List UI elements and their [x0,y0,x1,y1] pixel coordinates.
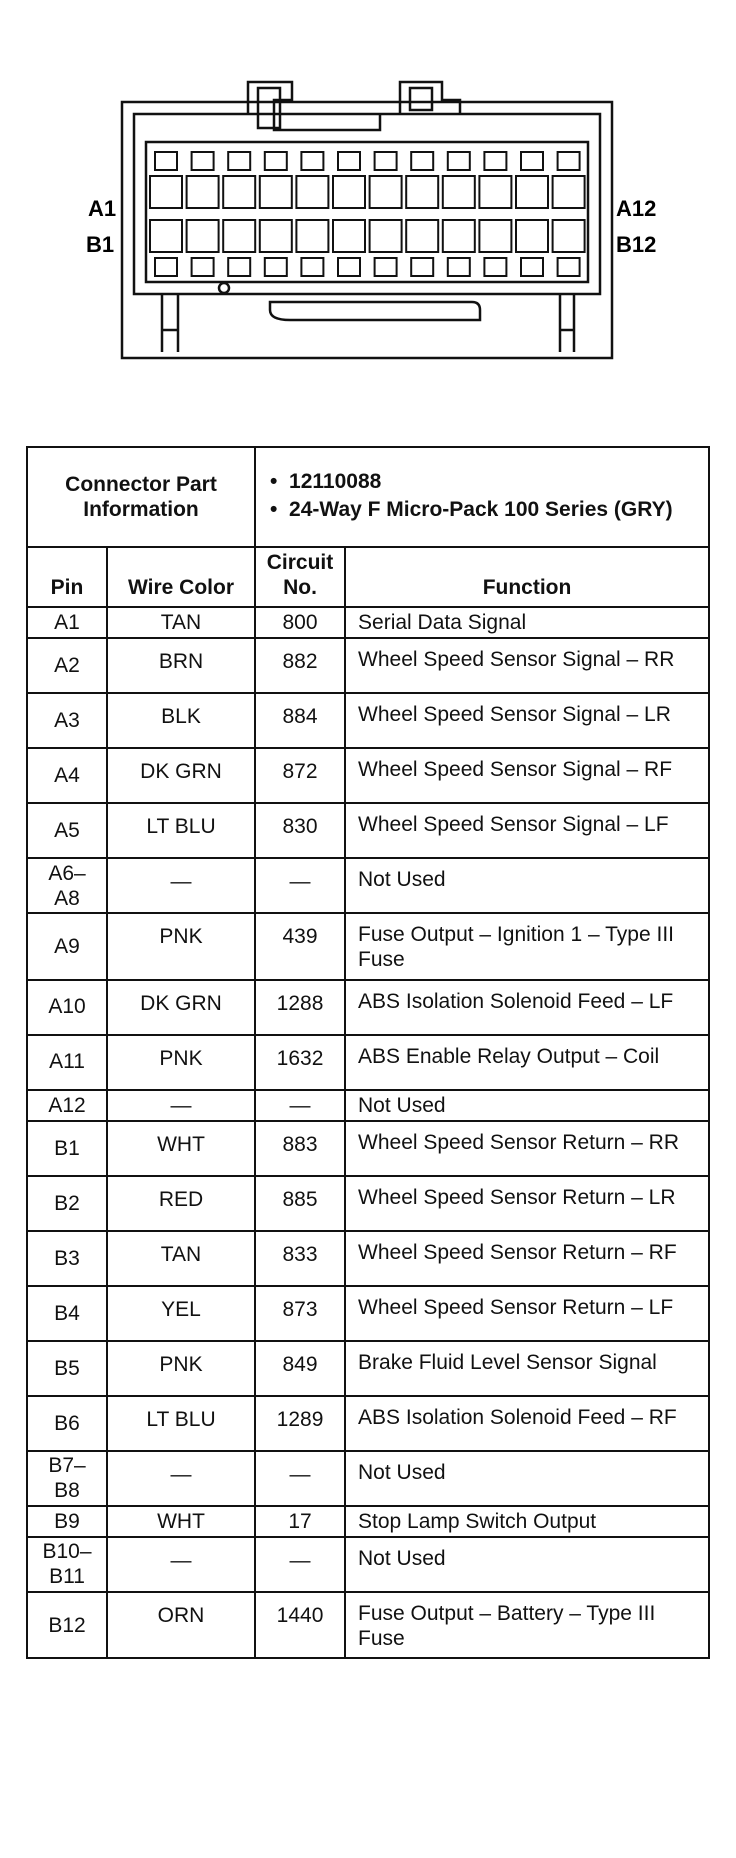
header-pin: Pin [27,547,107,607]
connector-label-a12: A12 [616,196,657,221]
part-info-list [255,447,709,547]
pin-cell: B5 [27,1341,107,1396]
terminal-bottom [192,258,214,276]
wire-color-cell: RED [107,1176,255,1231]
cavity-row-a [516,176,548,208]
wire-color-cell: PNK [107,1341,255,1396]
cavity-row-b [370,220,402,252]
wire-color-cell: — [107,858,255,913]
terminal-top [265,152,287,170]
pin-cell: B2 [27,1176,107,1231]
connector-key-slot [270,302,480,320]
function-cell: Wheel Speed Sensor Signal – LR [345,693,709,748]
cavity-row-b [406,220,438,252]
connector-label-b1: B1 [86,232,115,257]
circuit-cell: 17 [255,1506,345,1537]
circuit-cell: 1288 [255,980,345,1035]
function-cell: Stop Lamp Switch Output [345,1506,709,1537]
cavity-row-b [296,220,328,252]
table-row [27,1121,709,1176]
circuit-cell: — [255,1451,345,1506]
circuit-cell: 882 [255,638,345,693]
circuit-cell: 883 [255,1121,345,1176]
cavity-row-b [260,220,292,252]
cavity-row-a [443,176,475,208]
wire-color-cell: ORN [107,1592,255,1658]
table-row [27,693,709,748]
circuit-cell: — [255,858,345,913]
terminal-bottom [411,258,433,276]
pin-cell: B9 [27,1506,107,1537]
terminal-top [521,152,543,170]
circuit-cell: 800 [255,607,345,638]
cavity-row-a [370,176,402,208]
circuit-cell: 873 [255,1286,345,1341]
function-cell: Wheel Speed Sensor Return – LR [345,1176,709,1231]
terminal-bottom [448,258,470,276]
table-row [27,980,709,1035]
pin-cell: B6 [27,1396,107,1451]
wire-color-cell: WHT [107,1121,255,1176]
cavity-row-b [516,220,548,252]
function-cell: Not Used [345,1090,709,1121]
wire-color-cell: YEL [107,1286,255,1341]
terminal-top [558,152,580,170]
wire-color-cell: — [107,1451,255,1506]
terminal-top [228,152,250,170]
terminal-bottom [375,258,397,276]
pin-cell: A4 [27,748,107,803]
header-circuit: Circuit No. [255,547,345,607]
function-cell: Wheel Speed Sensor Return – RF [345,1231,709,1286]
table-row [27,803,709,858]
table-row [27,913,709,979]
table-row [27,1396,709,1451]
circuit-cell: 1440 [255,1592,345,1658]
circuit-cell: 872 [255,748,345,803]
function-cell: Wheel Speed Sensor Signal – LF [345,803,709,858]
function-cell: Not Used [345,858,709,913]
function-cell: ABS Isolation Solenoid Feed – RF [345,1396,709,1451]
wire-color-cell: PNK [107,913,255,979]
wire-color-cell: TAN [107,607,255,638]
cavity-row-b [443,220,475,252]
wire-color-cell: TAN [107,1231,255,1286]
cavity-row-b [187,220,219,252]
function-cell: Wheel Speed Sensor Return – LF [345,1286,709,1341]
pin-cell: B1 [27,1121,107,1176]
terminal-top [192,152,214,170]
cavity-row-b [479,220,511,252]
function-cell: Not Used [345,1451,709,1506]
wire-color-cell: — [107,1537,255,1592]
circuit-cell: 885 [255,1176,345,1231]
cavity-row-b [223,220,255,252]
terminal-bottom [484,258,506,276]
part-number: • 12110088 [270,469,382,493]
header-wire-color: Wire Color [107,547,255,607]
table-row [27,1341,709,1396]
part-info-row [27,447,709,547]
circuit-cell: 884 [255,693,345,748]
function-cell: ABS Enable Relay Output – Coil [345,1035,709,1090]
terminal-top [411,152,433,170]
pin-cell: A6– A8 [27,858,107,913]
table-row [27,638,709,693]
connector-diagram [0,0,736,380]
function-cell: Not Used [345,1537,709,1592]
function-cell: Fuse Output – Battery – Type III Fuse [345,1592,709,1658]
terminal-bottom [558,258,580,276]
table-row [27,1176,709,1231]
pin-cell: A9 [27,913,107,979]
circuit-cell: 1289 [255,1396,345,1451]
terminal-top [155,152,177,170]
terminal-top [448,152,470,170]
circuit-cell: 833 [255,1231,345,1286]
terminal-bottom [338,258,360,276]
cavity-row-a [150,176,182,208]
wire-color-cell: LT BLU [107,1396,255,1451]
table-row [27,1537,709,1592]
cavity-row-a [479,176,511,208]
wire-color-cell: PNK [107,1035,255,1090]
pin-cell: A2 [27,638,107,693]
part-info-label: Connector Part Information [27,447,255,547]
pin-cell: A10 [27,980,107,1035]
cavity-row-a [553,176,585,208]
table-row [27,1592,709,1658]
table-row [27,1035,709,1090]
circuit-cell: — [255,1090,345,1121]
terminal-top [375,152,397,170]
pin-cell: B7– B8 [27,1451,107,1506]
wire-color-cell: BLK [107,693,255,748]
pin-cell: B12 [27,1592,107,1658]
cavity-row-b [150,220,182,252]
cavity-row-a [333,176,365,208]
table-row [27,1506,709,1537]
function-cell: Fuse Output – Ignition 1 – Type III Fuse [345,913,709,979]
connector-pin-table [26,446,710,1659]
cavity-row-a [406,176,438,208]
connector-cavities [150,152,585,276]
table-row [27,1231,709,1286]
pin-cell: A3 [27,693,107,748]
pin-cell: A1 [27,607,107,638]
function-cell: Brake Fluid Level Sensor Signal [345,1341,709,1396]
table-row [27,748,709,803]
pin-cell: B3 [27,1231,107,1286]
cavity-row-b [553,220,585,252]
terminal-bottom [228,258,250,276]
wire-color-cell: WHT [107,1506,255,1537]
function-cell: Wheel Speed Sensor Signal – RR [345,638,709,693]
table-row [27,607,709,638]
circuit-cell: 849 [255,1341,345,1396]
terminal-bottom [155,258,177,276]
cavity-row-a [296,176,328,208]
wire-color-cell: BRN [107,638,255,693]
pin-cell: A12 [27,1090,107,1121]
header-row [27,547,709,607]
circuit-cell: — [255,1537,345,1592]
pin-cell: A5 [27,803,107,858]
connector-label-b12: B12 [616,232,657,257]
terminal-bottom [521,258,543,276]
cavity-row-b [333,220,365,252]
wire-color-cell: LT BLU [107,803,255,858]
pin-cell: A11 [27,1035,107,1090]
circuit-cell: 1632 [255,1035,345,1090]
circuit-cell: 439 [255,913,345,979]
function-cell: ABS Isolation Solenoid Feed – LF [345,980,709,1035]
function-cell: Wheel Speed Sensor Return – RR [345,1121,709,1176]
wire-color-cell: DK GRN [107,748,255,803]
terminal-top [484,152,506,170]
cavity-row-a [223,176,255,208]
wire-color-cell: DK GRN [107,980,255,1035]
function-cell: Serial Data Signal [345,607,709,638]
terminal-bottom [301,258,323,276]
cavity-row-a [260,176,292,208]
table-row [27,1090,709,1121]
header-function: Function [345,547,709,607]
table-row [27,858,709,913]
terminal-top [338,152,360,170]
pin-cell: B10– B11 [27,1537,107,1592]
wire-color-cell: — [107,1090,255,1121]
part-description: • 24-Way F Micro-Pack 100 Series (GRY) [270,498,673,521]
terminal-bottom [265,258,287,276]
table-row [27,1451,709,1506]
pin-cell: B4 [27,1286,107,1341]
circuit-cell: 830 [255,803,345,858]
connector-label-a1: A1 [88,196,117,221]
cavity-row-a [187,176,219,208]
table-row [27,1286,709,1341]
terminal-top [301,152,323,170]
function-cell: Wheel Speed Sensor Signal – RF [345,748,709,803]
